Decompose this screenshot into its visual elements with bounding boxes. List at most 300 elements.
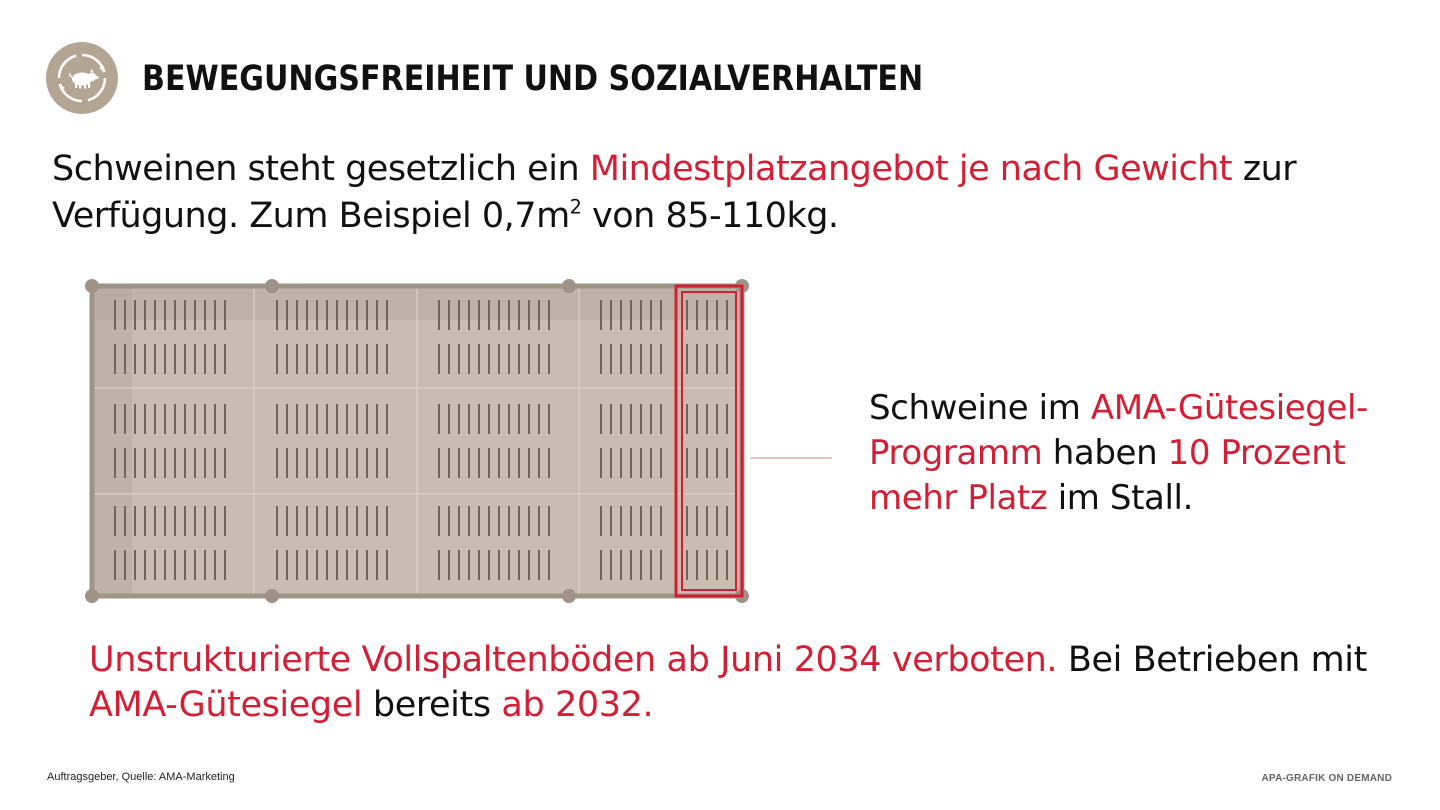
slat — [478, 300, 480, 330]
slat — [286, 344, 288, 374]
slat — [296, 404, 298, 434]
slat — [508, 506, 510, 536]
slat — [650, 506, 652, 536]
slat — [610, 448, 612, 478]
slat — [154, 344, 156, 374]
slat — [640, 550, 642, 580]
intro-text-part1: Schweinen steht gesetzlich ein — [52, 149, 590, 189]
slat — [336, 550, 338, 580]
slat — [448, 300, 450, 330]
slat — [478, 344, 480, 374]
slat — [204, 506, 206, 536]
slat — [194, 344, 196, 374]
slat — [204, 550, 206, 580]
slat — [224, 300, 226, 330]
slat — [726, 300, 728, 330]
slat — [716, 448, 718, 478]
slat — [448, 404, 450, 434]
slat — [174, 506, 176, 536]
slat — [376, 506, 378, 536]
slat — [508, 300, 510, 330]
slat — [630, 550, 632, 580]
frame-post — [562, 589, 576, 603]
slat — [508, 344, 510, 374]
slat — [488, 448, 490, 478]
slat — [286, 506, 288, 536]
slat — [438, 404, 440, 434]
slat — [144, 300, 146, 330]
slat — [660, 448, 662, 478]
slat — [660, 404, 662, 434]
slat — [458, 506, 460, 536]
slat — [134, 506, 136, 536]
slat — [610, 344, 612, 374]
slat — [650, 344, 652, 374]
slat — [508, 448, 510, 478]
slat — [124, 550, 126, 580]
slat — [706, 344, 708, 374]
slat — [686, 404, 688, 434]
slat — [296, 550, 298, 580]
slat — [194, 448, 196, 478]
slat — [468, 344, 470, 374]
slat — [144, 404, 146, 434]
slat — [336, 344, 338, 374]
slat — [356, 404, 358, 434]
slat — [286, 300, 288, 330]
frame-post — [562, 279, 576, 293]
slat — [696, 506, 698, 536]
slat — [376, 550, 378, 580]
slat — [306, 300, 308, 330]
slat — [164, 550, 166, 580]
slat — [538, 344, 540, 374]
slat — [620, 344, 622, 374]
slat — [224, 448, 226, 478]
ban-note-highlight-year: ab 2032. — [501, 685, 654, 725]
slat — [478, 506, 480, 536]
slat — [194, 300, 196, 330]
pen-floor-illustration — [82, 276, 834, 606]
slat — [548, 506, 550, 536]
slat — [184, 404, 186, 434]
slat — [640, 344, 642, 374]
slat — [600, 404, 602, 434]
slat — [468, 404, 470, 434]
slat — [696, 550, 698, 580]
slat — [204, 300, 206, 330]
slat — [528, 550, 530, 580]
slat — [640, 300, 642, 330]
pen-floor-shadow-left — [92, 286, 132, 596]
slat — [620, 300, 622, 330]
slat — [114, 550, 116, 580]
slat — [706, 506, 708, 536]
slat — [224, 404, 226, 434]
slat — [204, 344, 206, 374]
slat — [438, 300, 440, 330]
slat — [716, 300, 718, 330]
slat — [114, 344, 116, 374]
slat — [458, 404, 460, 434]
slat — [154, 550, 156, 580]
callout-text-part3: im Stall. — [1047, 478, 1193, 518]
slat — [174, 300, 176, 330]
slat — [726, 448, 728, 478]
slat — [124, 506, 126, 536]
slat — [686, 300, 688, 330]
slat — [548, 300, 550, 330]
slat — [154, 404, 156, 434]
ban-note-text — [89, 638, 1389, 728]
slat — [376, 344, 378, 374]
slat — [144, 506, 146, 536]
slat — [134, 344, 136, 374]
slat — [174, 344, 176, 374]
slat — [316, 300, 318, 330]
slat — [366, 344, 368, 374]
slat — [296, 344, 298, 374]
slat — [716, 404, 718, 434]
slat — [356, 506, 358, 536]
slat — [716, 344, 718, 374]
slat — [214, 300, 216, 330]
slat — [640, 448, 642, 478]
slat — [726, 404, 728, 434]
slat — [114, 506, 116, 536]
slat — [686, 448, 688, 478]
slat — [124, 300, 126, 330]
slat — [538, 300, 540, 330]
slat — [548, 550, 550, 580]
slat — [316, 344, 318, 374]
slat — [538, 448, 540, 478]
slat — [498, 550, 500, 580]
slat — [214, 404, 216, 434]
slat — [184, 550, 186, 580]
slat — [716, 550, 718, 580]
slat — [366, 404, 368, 434]
slat — [640, 404, 642, 434]
slat — [600, 550, 602, 580]
slat — [346, 448, 348, 478]
slat — [214, 506, 216, 536]
slat — [488, 550, 490, 580]
slat — [316, 550, 318, 580]
slat — [458, 448, 460, 478]
slat — [726, 550, 728, 580]
slat — [438, 506, 440, 536]
slat — [286, 404, 288, 434]
slat — [610, 506, 612, 536]
slat — [336, 300, 338, 330]
slat — [386, 506, 388, 536]
slat — [620, 506, 622, 536]
slat — [306, 550, 308, 580]
slat — [650, 300, 652, 330]
slat — [706, 448, 708, 478]
credit-label: APA-GRAFIK ON DEMAND — [1261, 773, 1392, 784]
slat — [276, 404, 278, 434]
callout-highlight-program: AMA-Gütesiegel-Programm — [869, 388, 1368, 473]
slat — [214, 550, 216, 580]
slat — [630, 300, 632, 330]
slat — [488, 300, 490, 330]
slat — [346, 404, 348, 434]
slat — [356, 550, 358, 580]
slat — [660, 300, 662, 330]
slat — [448, 506, 450, 536]
slat — [610, 404, 612, 434]
slat — [154, 300, 156, 330]
slat — [174, 448, 176, 478]
slat — [538, 404, 540, 434]
slat — [468, 448, 470, 478]
slat — [134, 448, 136, 478]
slat — [326, 404, 328, 434]
slat — [386, 300, 388, 330]
slat — [518, 550, 520, 580]
slat — [706, 404, 708, 434]
slat — [296, 300, 298, 330]
slat — [498, 344, 500, 374]
slat — [224, 344, 226, 374]
slat — [508, 550, 510, 580]
slat — [184, 448, 186, 478]
slat — [326, 344, 328, 374]
slat — [356, 344, 358, 374]
slat — [366, 550, 368, 580]
slat — [498, 506, 500, 536]
pig-in-circle-arrows-icon — [45, 41, 119, 115]
slat — [184, 344, 186, 374]
slat — [276, 506, 278, 536]
slat — [214, 448, 216, 478]
slat — [610, 550, 612, 580]
slat — [706, 300, 708, 330]
slat — [528, 448, 530, 478]
callout-text — [869, 386, 1399, 521]
slat — [468, 550, 470, 580]
slat — [620, 404, 622, 434]
slat — [164, 300, 166, 330]
slat — [336, 506, 338, 536]
slat — [686, 550, 688, 580]
slat — [306, 344, 308, 374]
slat — [164, 448, 166, 478]
slat — [124, 404, 126, 434]
slat — [468, 300, 470, 330]
slat — [548, 404, 550, 434]
frame-post — [265, 279, 279, 293]
slat — [366, 448, 368, 478]
slat — [660, 550, 662, 580]
slat — [498, 448, 500, 478]
slat — [478, 448, 480, 478]
slat — [620, 550, 622, 580]
slat — [620, 448, 622, 478]
slat — [538, 506, 540, 536]
slat — [224, 550, 226, 580]
slat — [184, 506, 186, 536]
slat — [600, 344, 602, 374]
ban-note-text-part1: Bei Betrieben mit — [1057, 640, 1367, 680]
slat — [528, 506, 530, 536]
slat — [204, 404, 206, 434]
slat — [366, 506, 368, 536]
slat — [630, 404, 632, 434]
slat — [726, 506, 728, 536]
callout-highlight-percent: 10 Prozent mehr Platz — [869, 433, 1346, 518]
slat — [306, 404, 308, 434]
slat — [386, 344, 388, 374]
slat — [528, 344, 530, 374]
slat — [448, 344, 450, 374]
slat — [458, 300, 460, 330]
slat — [548, 448, 550, 478]
slat — [194, 506, 196, 536]
intro-text-part3: von 85-110kg. — [581, 196, 839, 236]
slat — [716, 506, 718, 536]
slat — [696, 300, 698, 330]
slat — [124, 448, 126, 478]
slat — [316, 404, 318, 434]
slat — [706, 550, 708, 580]
slat — [306, 448, 308, 478]
slat — [286, 448, 288, 478]
slat — [306, 506, 308, 536]
slat — [296, 506, 298, 536]
intro-superscript: 2 — [569, 195, 582, 219]
slat — [376, 448, 378, 478]
slat — [498, 404, 500, 434]
slat — [144, 448, 146, 478]
slat — [488, 404, 490, 434]
intro-text — [52, 146, 1352, 240]
slat — [630, 506, 632, 536]
slat — [276, 448, 278, 478]
slat — [194, 550, 196, 580]
slat — [686, 344, 688, 374]
intro-highlight: Mindestplatzangebot je nach Gewicht — [589, 149, 1233, 189]
slat — [518, 300, 520, 330]
frame-post — [85, 589, 99, 603]
slat — [164, 404, 166, 434]
slat — [386, 550, 388, 580]
slat — [538, 550, 540, 580]
slat — [376, 404, 378, 434]
slat — [518, 344, 520, 374]
slat — [600, 448, 602, 478]
slat — [204, 448, 206, 478]
slat — [448, 448, 450, 478]
slat — [438, 550, 440, 580]
slat — [650, 448, 652, 478]
slat — [356, 448, 358, 478]
slat — [376, 300, 378, 330]
slat — [114, 448, 116, 478]
slat — [610, 300, 612, 330]
slat — [276, 300, 278, 330]
intro-text-part2: zur Verfügung. Zum Beispiel 0,7m — [52, 149, 1297, 236]
slat — [498, 300, 500, 330]
slat — [144, 344, 146, 374]
slat — [448, 550, 450, 580]
slat — [686, 506, 688, 536]
slat — [600, 300, 602, 330]
callout-text-part2: haben — [1042, 433, 1168, 473]
slat — [174, 550, 176, 580]
slat — [346, 550, 348, 580]
slat — [386, 404, 388, 434]
slat — [630, 448, 632, 478]
slat — [346, 344, 348, 374]
slat — [326, 550, 328, 580]
slat — [286, 550, 288, 580]
slat — [144, 550, 146, 580]
slat — [386, 448, 388, 478]
slat — [276, 550, 278, 580]
slat — [548, 344, 550, 374]
ban-note-text-part2: bereits — [362, 685, 502, 725]
slat — [356, 300, 358, 330]
slat — [478, 404, 480, 434]
slat — [164, 506, 166, 536]
slat — [488, 506, 490, 536]
slat — [696, 448, 698, 478]
slat — [346, 506, 348, 536]
slat — [468, 506, 470, 536]
slat — [458, 550, 460, 580]
slat — [458, 344, 460, 374]
slat — [518, 404, 520, 434]
slat — [124, 344, 126, 374]
slat — [154, 506, 156, 536]
slat — [154, 448, 156, 478]
slat — [696, 344, 698, 374]
slat — [164, 344, 166, 374]
page-title: BEWEGUNGSFREIHEIT UND SOZIALVERHALTEN — [142, 59, 924, 99]
slat — [346, 300, 348, 330]
slat — [336, 404, 338, 434]
slat — [134, 550, 136, 580]
slat — [134, 300, 136, 330]
slat — [660, 506, 662, 536]
slat — [336, 448, 338, 478]
slat — [528, 404, 530, 434]
source-note: Auftragsgeber, Quelle: AMA-Marketing — [47, 771, 235, 783]
slat — [478, 550, 480, 580]
slat — [630, 344, 632, 374]
slat — [528, 300, 530, 330]
slat — [114, 404, 116, 434]
slat — [600, 506, 602, 536]
slat — [184, 300, 186, 330]
slat — [650, 404, 652, 434]
slat — [296, 448, 298, 478]
slat — [438, 448, 440, 478]
slat — [326, 506, 328, 536]
slat — [488, 344, 490, 374]
slat — [366, 300, 368, 330]
slat — [660, 344, 662, 374]
slat — [726, 344, 728, 374]
slat — [438, 344, 440, 374]
slat — [316, 448, 318, 478]
slat — [508, 404, 510, 434]
slat — [214, 344, 216, 374]
frame-post — [265, 589, 279, 603]
